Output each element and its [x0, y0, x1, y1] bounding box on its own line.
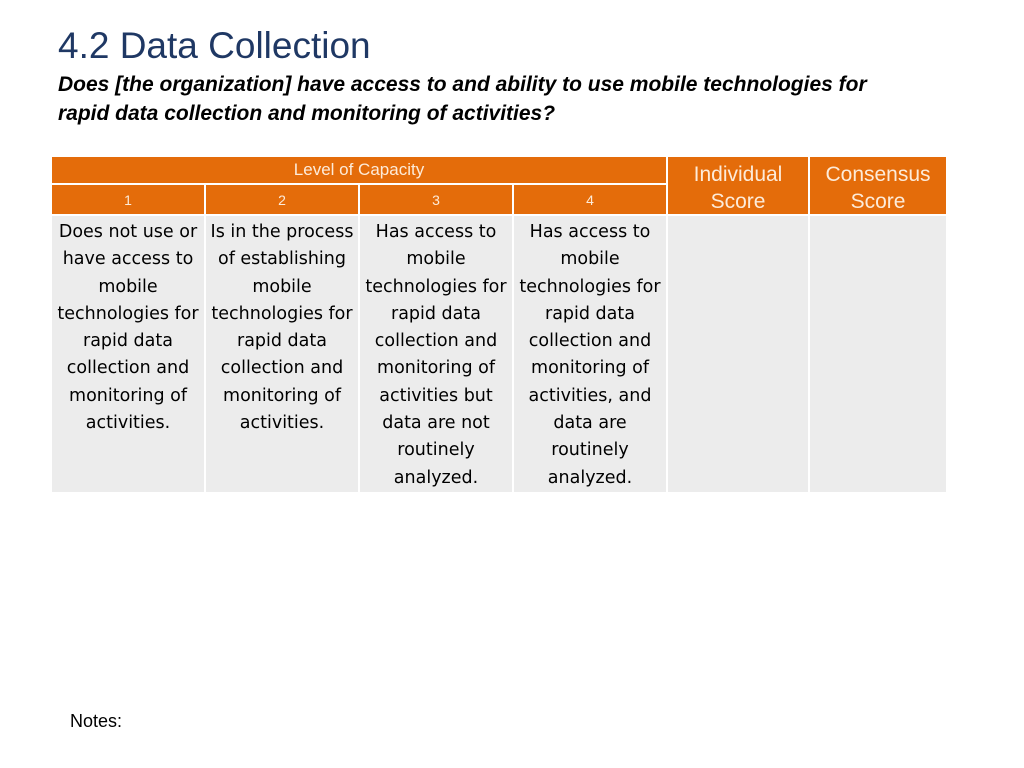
level-3-description: Has access to mobile technologies for rapid data collection and monitoring of activities but data are not routinely analyzed. [360, 216, 512, 492]
level-2-header: 2 [206, 185, 358, 216]
individual-score-header: Individual Score [668, 157, 808, 216]
level-4-header: 4 [514, 185, 666, 216]
level-2-description: Is in the process of establishing mobile technologies for rapid data collection and monitoring of activities. [206, 216, 358, 492]
consensus-score-header: Consensus Score [810, 157, 946, 216]
level-1-header: 1 [52, 185, 204, 216]
level-3-header: 3 [360, 185, 512, 216]
level-of-capacity-header: Level of Capacity [52, 157, 666, 185]
level-1-description: Does not use or have access to mobile technologies for rapid data collection and monitoring of activities. [52, 216, 204, 492]
level-4-description: Has access to mobile technologies for rapid data collection and monitoring of activities, and data are routinely analyzed. [514, 216, 666, 492]
notes-label: Notes: [70, 711, 123, 731]
capacity-assessment-table [52, 157, 942, 492]
consensus-score-cell[interactable] [810, 216, 946, 492]
slide-title: 4.2 Data Collection [58, 25, 371, 66]
assessment-question: Does [the organization] have access to and ability to use mobile technologies for rapid data collection and monitoring of activities? [58, 73, 867, 125]
individual-score-cell[interactable] [668, 216, 808, 492]
